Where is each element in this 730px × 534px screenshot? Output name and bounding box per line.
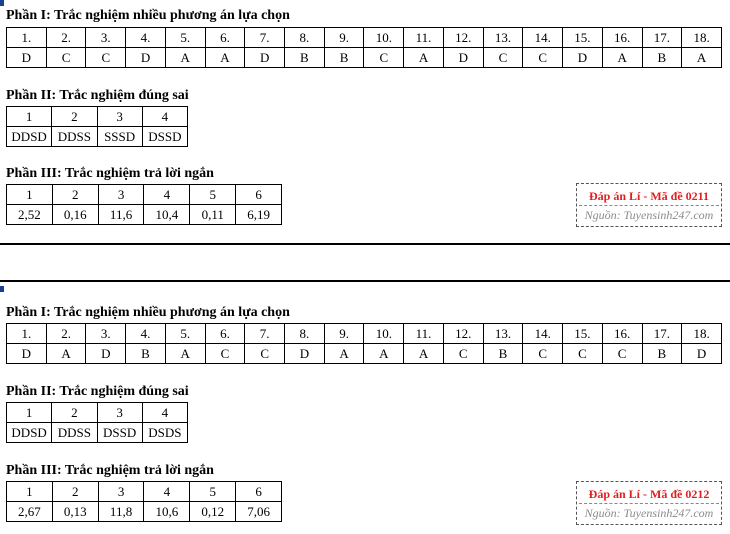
table-cell: 16. [602,28,642,48]
table-cell: D [563,48,603,68]
table-cell: 5. [165,324,205,344]
label-divider [579,205,719,206]
table-cell: C [86,48,126,68]
table-cell: B [642,344,682,364]
table-cell: C [523,48,563,68]
table-cell: 18. [682,28,722,48]
table-cell: 3. [86,324,126,344]
table-cell: A [165,344,205,364]
table-cell: 11,6 [98,205,144,225]
table-cell: 7,06 [236,502,282,522]
table-answer-row [7,205,282,225]
table-cell: 0,16 [52,205,98,225]
table-cell: 4 [144,185,190,205]
table-cell: 6. [205,324,245,344]
table-cell: 1 [7,482,53,502]
table-cell: D [682,344,722,364]
table-cell: 3. [86,28,126,48]
table-cell: C [364,48,404,68]
table-cell: 4 [142,107,187,127]
part3-title: Phần III: Trắc nghiệm trả lời ngắn [6,463,214,478]
table-cell: 17. [642,28,682,48]
table-cell: A [165,48,205,68]
table-cell: A [46,344,86,364]
table-cell: 1. [7,324,47,344]
table-cell: 11. [404,324,444,344]
table-answer-row [7,423,188,443]
separator-line [0,280,730,282]
table-cell: A [205,48,245,68]
table-cell: B [285,48,325,68]
table-cell: B [324,48,364,68]
table-answer-row [7,344,722,364]
table-cell: 2. [46,324,86,344]
table-header-row [7,28,722,48]
table-cell: 1 [7,403,52,423]
part3-answer-table [6,184,282,225]
table-cell: 3 [98,185,144,205]
table-header-row [7,403,188,423]
table-cell: 8. [285,324,325,344]
table-cell: B [642,48,682,68]
table-cell: D [126,48,166,68]
table-cell: 11. [404,28,444,48]
table-cell: 14. [523,28,563,48]
answer-key-title: Đáp án Lí - Mã đề 0211 [588,189,709,203]
part2-title: Phần II: Trắc nghiệm đúng sai [6,88,189,103]
table-cell: 5 [190,482,236,502]
table-cell: 18. [682,324,722,344]
table-cell: 16. [602,324,642,344]
table-cell: 12. [443,324,483,344]
table-cell: 3 [97,107,142,127]
part3-answer-table [6,481,282,522]
table-answer-row [7,127,188,147]
part1-title: Phần I: Trắc nghiệm nhiều phương án lựa chọn [6,305,290,320]
table-cell: DDSD [7,127,52,147]
table-cell: A [404,344,444,364]
table-cell: C [483,48,523,68]
table-cell: 2 [52,107,97,127]
part1-answer-table [6,323,722,364]
table-cell: 4. [126,324,166,344]
table-header-row [7,185,282,205]
table-cell: 17. [642,324,682,344]
table-cell: C [523,344,563,364]
part2-answer-table [6,402,188,443]
table-cell: 0,13 [52,502,98,522]
table-answer-row [7,502,282,522]
table-cell: 13. [483,324,523,344]
table-cell: D [86,344,126,364]
table-cell: 6,19 [236,205,282,225]
table-cell: A [682,48,722,68]
table-cell: C [602,344,642,364]
table-cell: 5 [190,185,236,205]
table-header-row [7,324,722,344]
table-cell: 11,8 [98,502,144,522]
table-cell: 2 [52,403,97,423]
table-cell: DSSD [97,423,142,443]
table-cell: 1 [7,185,53,205]
table-cell: 4 [142,403,187,423]
table-cell: D [443,48,483,68]
table-cell: 12. [443,28,483,48]
table-cell: 9. [324,324,364,344]
table-cell: 2,67 [7,502,53,522]
table-cell: 2. [46,28,86,48]
table-cell: 3 [97,403,142,423]
table-cell: DSDS [142,423,187,443]
part1-title: Phần I: Trắc nghiệm nhiều phương án lựa chọn [6,8,290,23]
separator-line [0,243,730,245]
table-cell: A [324,344,364,364]
table-cell: 10. [364,28,404,48]
table-cell: 10,6 [144,502,190,522]
table-cell: 15. [563,28,603,48]
table-cell: 7. [245,324,285,344]
part3-title: Phần III: Trắc nghiệm trả lời ngắn [6,166,214,181]
corner-mark [0,286,4,292]
corner-mark [0,0,4,6]
table-cell: 0,11 [190,205,236,225]
table-cell: 10,4 [144,205,190,225]
table-cell: D [7,48,47,68]
table-cell: A [602,48,642,68]
table-answer-row [7,48,722,68]
table-cell: C [205,344,245,364]
table-cell: 14. [523,324,563,344]
table-cell: SSSD [97,127,142,147]
part2-title: Phần II: Trắc nghiệm đúng sai [6,384,189,399]
answer-key-label [576,183,722,227]
table-cell: 13. [483,28,523,48]
table-cell: D [285,344,325,364]
table-cell: 4 [144,482,190,502]
table-cell: 8. [285,28,325,48]
table-cell: 9. [324,28,364,48]
table-cell: 2,52 [7,205,53,225]
table-cell: 6. [205,28,245,48]
table-cell: 6 [236,482,282,502]
table-cell: 2 [52,185,98,205]
table-cell: A [404,48,444,68]
table-cell: C [245,344,285,364]
table-cell: D [7,344,47,364]
label-divider [579,503,719,504]
table-cell: 1 [7,107,52,127]
table-cell: DDSD [7,423,52,443]
source-credit: Nguồn: Tuyensinh247.com [584,208,714,222]
table-cell: C [443,344,483,364]
table-cell: DSSD [142,127,187,147]
table-cell: D [245,48,285,68]
table-cell: DDSS [52,127,97,147]
table-cell: 6 [236,185,282,205]
table-cell: 2 [52,482,98,502]
source-credit: Nguồn: Tuyensinh247.com [584,506,714,520]
table-cell: B [126,344,166,364]
part2-answer-table [6,106,188,147]
table-cell: C [563,344,603,364]
table-cell: C [46,48,86,68]
table-header-row [7,107,188,127]
table-cell: B [483,344,523,364]
table-header-row [7,482,282,502]
table-cell: 4. [126,28,166,48]
table-cell: DDSS [52,423,97,443]
answer-key-label [576,481,722,525]
table-cell: 0,12 [190,502,236,522]
table-cell: 3 [98,482,144,502]
table-cell: 1. [7,28,47,48]
table-cell: 7. [245,28,285,48]
part1-answer-table [6,27,722,68]
answer-key-title: Đáp án Lí - Mã đề 0212 [588,487,710,501]
table-cell: 10. [364,324,404,344]
table-cell: 5. [165,28,205,48]
table-cell: 15. [563,324,603,344]
table-cell: A [364,344,404,364]
